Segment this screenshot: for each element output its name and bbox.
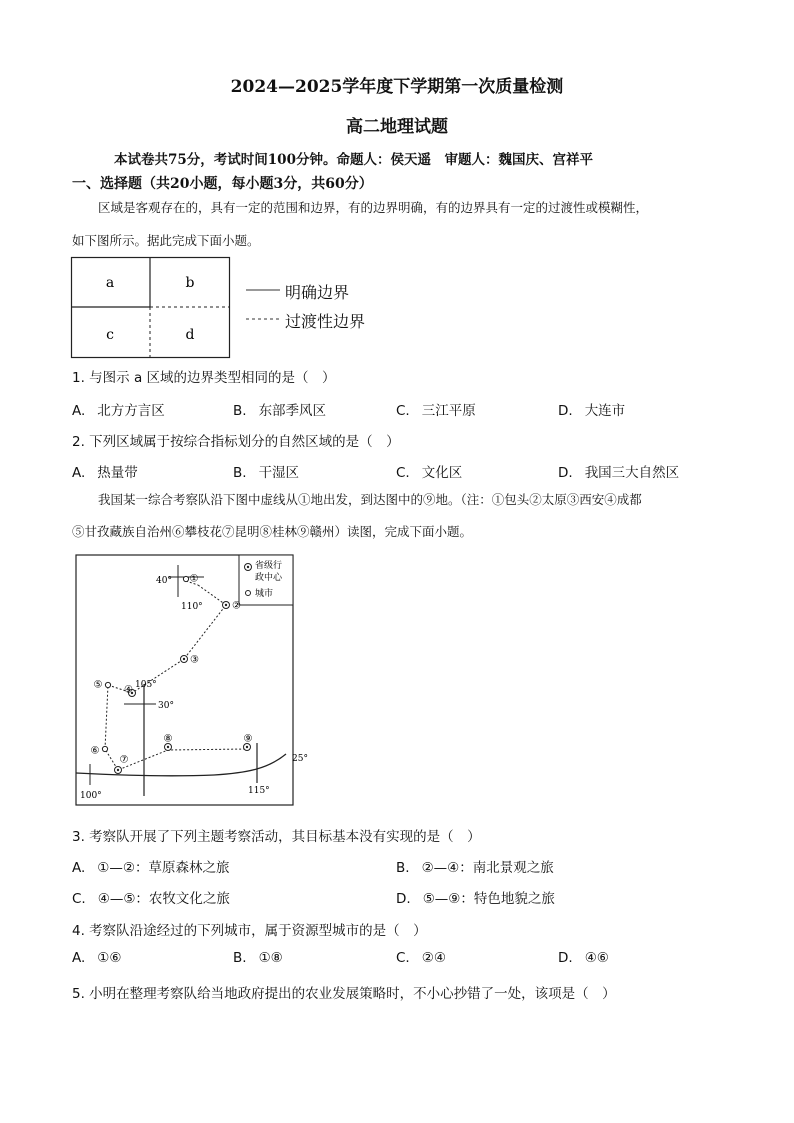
lon-label-100: 100°	[80, 791, 102, 801]
svg-text:⑦: ⑦	[119, 754, 129, 766]
q4-option-c[interactable]: C. ②④	[396, 950, 446, 966]
q3-option-c[interactable]: C. ④—⑤：农牧文化之旅	[72, 891, 230, 907]
question-1: 1. 与图示 a 区域的边界类型相同的是（ ）	[72, 370, 336, 386]
q3-option-a[interactable]: A. ①—②：草原森林之旅	[72, 860, 230, 876]
question-2: 2. 下列区域属于按综合指标划分的自然区域的是（ ）	[72, 434, 400, 450]
svg-text:④: ④	[124, 684, 133, 696]
lat-label-25: 25°	[292, 754, 308, 764]
q1-option-b[interactable]: B. 东部季风区	[233, 403, 327, 419]
question-4: 4. 考察队沿途经过的下列城市，属于资源型城市的是（ ）	[72, 923, 427, 939]
q3-option-b[interactable]: B. ②—④：南北景观之旅	[396, 860, 554, 876]
svg-text:②: ②	[232, 600, 241, 612]
q1-option-c[interactable]: C. 三江平原	[396, 403, 476, 419]
question-3: 3. 考察队开展了下列主题考察活动，其目标基本没有实现的是（ ）	[72, 829, 481, 845]
svg-text:⑧: ⑧	[163, 733, 173, 745]
svg-text:⑤: ⑤	[93, 679, 103, 691]
legend-lines	[244, 284, 284, 324]
q2-option-a[interactable]: A. 热量带	[72, 465, 138, 481]
q2-option-d[interactable]: D. 我国三大自然区	[558, 465, 680, 481]
exam-subtitle: 高二地理试题	[346, 117, 448, 137]
q2-option-c[interactable]: C. 文化区	[396, 465, 463, 481]
legend-capital-line2: 政中心	[255, 573, 283, 583]
section-heading: 一、选择题（共20小题，每小题3分，共60分）	[72, 176, 373, 192]
lat-label-30: 30°	[158, 701, 174, 711]
point-8	[164, 734, 173, 751]
q4-option-a[interactable]: A. ①⑥	[72, 950, 122, 966]
legend-capital-line1: 省级行	[255, 561, 283, 571]
route-map	[74, 553, 308, 808]
q3-option-d[interactable]: D. ⑤—⑨：特色地貌之旅	[396, 891, 555, 907]
lat-label-40: 40°	[156, 576, 172, 586]
legend-dashed-label: 过渡性边界	[285, 312, 366, 331]
cell-c: c	[106, 327, 114, 343]
city-symbol-icon	[246, 591, 251, 596]
passage1-line2: 如下图所示。据此完成下面小题。	[72, 233, 260, 248]
cell-b: b	[185, 275, 195, 291]
q4-option-d[interactable]: D. ④⑥	[558, 950, 609, 966]
boundary-diagram	[70, 256, 234, 360]
exam-info: 本试卷共75分，考试时间100分钟。命题人：侯天遥 审题人：魏国庆、宫祥平	[114, 152, 593, 168]
svg-text:③: ③	[190, 654, 199, 666]
legend-city-label: 城市	[255, 589, 274, 599]
q4-option-b[interactable]: B. ①⑧	[233, 950, 283, 966]
q2-option-b[interactable]: B. 干湿区	[233, 465, 300, 481]
svg-text:①: ①	[189, 573, 199, 585]
cell-a: a	[105, 275, 115, 291]
passage2-line1: 我国某一综合考察队沿下图中虚线从①地出发，到达图中的⑨地。（注：①包头②太原③西安④成都	[98, 492, 642, 507]
q1-option-d[interactable]: D. 大连市	[558, 403, 626, 419]
svg-text:⑥: ⑥	[90, 745, 100, 757]
passage2-line2: ⑤甘孜藏族自治州⑥攀枝花⑦昆明⑧桂林⑨赣州）读图，完成下面小题。	[72, 524, 473, 539]
lon-label-105: 105°	[135, 680, 157, 690]
lon-label-110: 110°	[181, 602, 203, 612]
svg-text:⑨: ⑨	[243, 733, 253, 745]
q1-option-a[interactable]: A. 北方方言区	[72, 403, 165, 419]
exam-title: 2024—2025学年度下学期第一次质量检测	[230, 77, 564, 97]
cell-d: d	[185, 327, 195, 343]
lon-label-115: 115°	[248, 786, 270, 796]
passage1-line1: 区域是客观存在的，具有一定的范围和边界，有的边界明确，有的边界具有一定的过渡性或模糊性，	[98, 200, 649, 215]
question-5: 5. 小明在整理考察队给当地政府提出的农业发展策略时，不小心抄错了一处，该项是（ ）	[72, 986, 616, 1002]
legend-solid-label: 明确边界	[285, 283, 350, 302]
